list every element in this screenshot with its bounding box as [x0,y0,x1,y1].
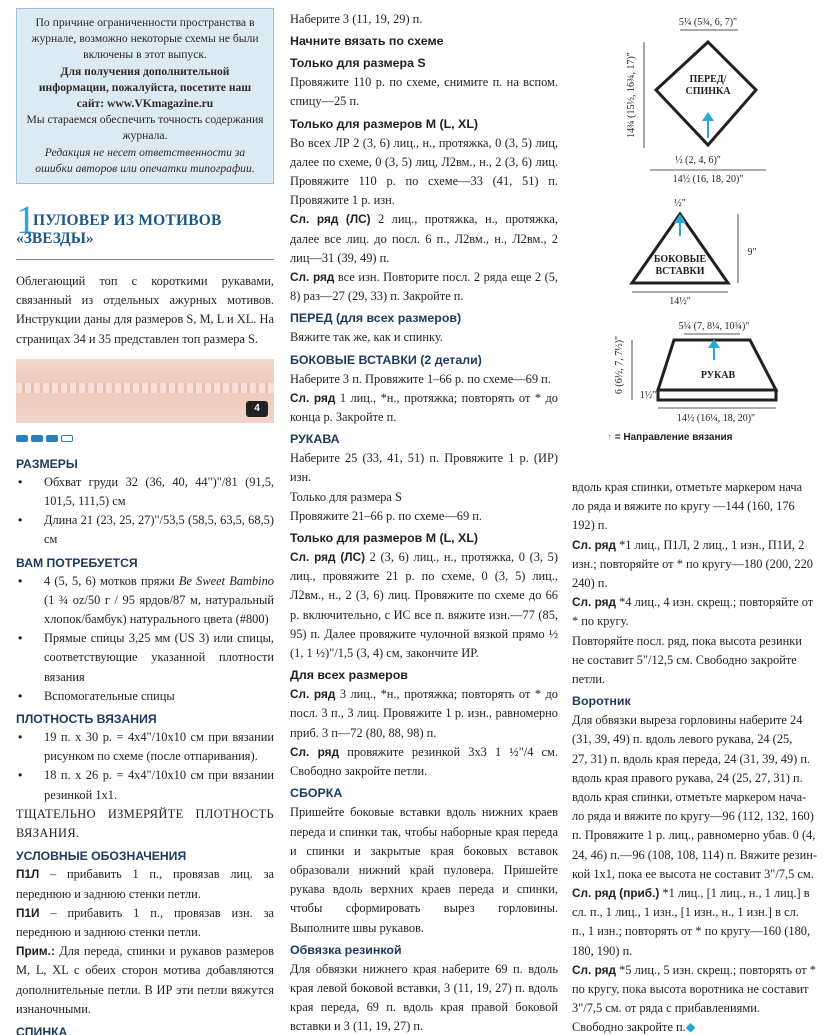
skill-dot [31,435,43,442]
schematic-diagrams [588,0,827,470]
sleeve-side-dim: 6 (6½, 7, 7½)" [614,335,625,395]
insert-label: БОКОВЫЕ [653,254,707,265]
sleeve-cuff-shape [658,390,776,400]
text-line: Повторяйте посл. ряд, пока высота резинки [572,633,802,648]
text: Только для размера S [290,489,402,504]
text-line: ло ряда и вяжите по кругу —144 (160, 176 [572,499,795,514]
text-line: вдоль края спинки, отметьте маркером нача- [572,790,807,805]
column-left [16,0,274,1035]
text: Наберите 25 (33, 41, 51) п. Провяжите 1 р. (ИР) изн. [290,451,558,485]
text: Наберите 3 (11, 19, 29) п. [290,12,423,26]
text: Пришейте боковые вставки вдоль нижних краев переда и спинки так, чтобы наборные края переда и спинки и закрытые края боковых вставок образовали нижний край пуловера. Пришейте рукава вдоль верхних краев переда и спинки, чтобы сформировать вырез горловины. Выполните швы рукавов. [290,805,558,935]
subheading: Только для размеров M (L, XL) [290,116,479,131]
subheading: БОКОВЫЕ ВСТАВКИ (2 детали) [290,352,482,367]
abbr-value: – прибавить 1 п., провязав изн. за переднюю и заднюю стенки петли. [16,905,274,939]
front-bottom-dim: 14½ (16, 18, 20)" [672,174,744,185]
row-key: Сл. ряд [290,270,335,285]
row-key: Сл. ряд [290,744,340,759]
sleeve-bottom-dim: 14½ (16¼, 18, 20)" [676,413,756,424]
text-line: кой 1х1, пока ее высота не составит 3"/7,5 см. [572,866,814,881]
skill-dot [46,435,58,442]
title-line-1: ПУЛОВЕР ИЗ МОТИВОВ [33,212,222,230]
row-value: провяжите резинкой 3х3 1 ½"/4 см. Свободно закройте петли. [290,744,558,779]
subheading: Для всех размеров [290,668,408,683]
row-value: 2 (3, 6) лиц., н., протяжка, 0 (3, 5) лиц., провяжите 21 р. по схеме, 0 (3, 5) лиц., Л2вм., н., 2 (3, 6) лиц. Провяжите по схеме до 66 р. включительно, с ИС все п. вяжите изн.—77 (85, 95) п. Далее провяжите чулочной вязкой прямо ½ (1, 1 ½)"/1,5 (3, 4) см, закончите ИР. [290,550,558,661]
row-key: Сл. ряд [572,962,616,977]
skill-level-indicator [16,435,274,443]
row-instruction [290,210,558,268]
row-key: Сл. ряд [290,390,336,405]
row-key: Сл. ряд [290,687,336,702]
notice-text-1: По причине ограниченности пространства в журнале, возможно некоторые схемы не были включены в этот выпуск. [31,16,259,62]
text-line: вдоль края спинки, отметьте маркером нача [572,480,803,494]
gauge-item: • 18 п. х 26 р. = 4х4"/10х10 см при вязании резинкой 1х1. [16,766,274,804]
back-label: СПИНКА [685,86,731,97]
notice-text-3: Мы стараемся обеспечить точность содержания журнала. [26,113,264,143]
text: Во всех ЛР 2 (3, 6) лиц., н., протяжка, 0 (3, 5) лиц, далее по схеме, 0 (3, 5) лиц, Л2вм., н., 2 (3, 6) лиц. Провяжите 110 р. по схеме—33 (41, 51) п. Провяжите 1 р. изн. [290,135,558,208]
text-line: 24, 46) п.—96 (108, 108, 114) п. Вяжите резин- [572,847,817,862]
legend-text: = Направление вязания [612,432,733,443]
intro-text: Облегающий топ с короткими рукавами, связанный из отдельных ажурных мотивов. Инструкции даны для размеров S, M, L и XL. На страницах 34 и 35 представлен топ размера S. [16,274,274,346]
row-key: Сл. ряд (ЛС) [290,212,371,227]
subheading: Начните вязать по схеме [290,34,444,49]
arrow-up-icon: ↑ [607,432,612,443]
text-line: ло ряда и вяжите по кругу—96 (112, 132, 160) [572,809,814,824]
row-instruction [290,685,558,743]
row-key: Сл. ряд [572,537,616,552]
subheading: Только для размеров M (L, XL) [290,531,479,546]
direction-arrow-head [702,112,714,121]
text-line: не составит 5"/12,5 см. Свободно закройте [572,652,797,667]
text-line: п. Провяжите 1 р. лиц., равномерно убав. 0 (4, [572,828,816,843]
row-value: *1 лиц., [1 лиц., н., 1 лиц.] в [659,886,810,901]
abbr-item [16,904,274,942]
row-value: *5 лиц., 5 изн. скрещ.; повторять от * [616,962,816,977]
subheading: Только для размера S [290,56,426,71]
front-small-dim: ½ (2, 4, 6)" [675,155,721,166]
yarn-photo [16,359,274,423]
insert-label: ВСТАВКИ [655,266,705,277]
gauge-heading: ПЛОТНОСТЬ ВЯЗАНИЯ [16,712,157,727]
note-value: Для переда, спинки и рукавов размеров M, L, XL с обеих сторон мотива добавляются дополнительные петли. В ИР эти петли вяжутся изнаночными. [16,944,274,1016]
final-text: Свободно закройте п. [572,1020,686,1035]
material-item [16,572,274,630]
notice-text-4: Редакция не несет ответственности за ошибки авторов или опечатки типографии. [35,145,255,175]
difficulty-badge: 4 [246,401,268,417]
text: Наберите 3 п. Провяжите 1–66 р. по схеме—69 п. [290,371,551,386]
subheading: Обвязка резинкой [290,942,402,957]
title-rule [16,259,274,260]
text-line: Для обвязки выреза горловины наберите 24 [572,713,803,728]
materials-heading: ВАМ ПОТРЕБУЕТСЯ [16,555,138,570]
text-line: 240) п. [572,576,608,591]
material-item: • Вспомогательные спицы [16,687,274,706]
skill-dot-empty [61,435,73,442]
row-value: *1 лиц., П1Л, 2 лиц., 1 изн., П1И, 2 [616,537,805,552]
sleeve-top-dim: 5¼ (7, 8¼, 10¾)" [678,321,750,332]
row-key: Сл. ряд [572,595,616,610]
insert-top-dim: ½" [674,198,686,209]
size-item: • Обхват груди 32 (36, 40, 44")"/81 (91,5, 101,5, 111,5) см [16,473,274,511]
note-key: Прим.: [16,944,55,959]
text-line: 192) п. [572,518,608,533]
row-value: 2 лиц., протяжка, н., протяжка, далее все лиц. до посл. 6 п., Л2вм., н., Л2вм., 2 лиц—31 (39, 49) п. [290,212,559,265]
subheading: СБОРКА [290,786,343,801]
title-line-2: «ЗВЕЗДЫ» [16,230,94,248]
material-text: 4 (5, 5, 6) мотков пряжи [44,573,179,588]
note [16,942,274,1019]
text-line: изн.; повторяйте от * по кругу—180 (200, 220 [572,556,813,571]
row-value: все изн. Повторите посл. 2 ряда еще 2 (5, 8) раз—27 (29, 33) п. Закройте п. [290,270,558,304]
title-number: 1 [16,197,36,243]
row-instruction [290,268,558,306]
sleeve-cuff-dim: 1½" [639,390,657,401]
text-line: 180, 190) п. [572,943,633,958]
yarn-name: Be Sweet Bambino [178,573,275,588]
size-item: • Длина 21 (23, 25, 27)"/53,5 (58,5, 63,5, 68,5) см [16,511,274,549]
notice-text-2: Для получения дополнительной информации, пожалуйста, посетите наш сайт: www.VKmagazine.ru [38,64,252,111]
schematic-svg [588,0,827,430]
abbr-heading: УСЛОВНЫЕ ОБОЗНАЧЕНИЯ [16,849,187,864]
sleeve-label: РУКАВ [700,370,736,381]
insert-bottom-dim: 14½" [669,296,691,307]
row-instruction [572,884,827,903]
abbr-key: П1И [16,905,40,920]
text: Вяжите так же, как и спинку. [290,330,443,345]
text-line: вдоль края правого рукава, 24 (25, 27, 31) п. [572,770,803,785]
text-line: по кругу, пока высота воротника не составит [572,982,809,997]
end-mark-icon: ◆ [685,1020,696,1035]
article-title [16,197,274,260]
diagram-legend [607,432,733,443]
column-middle [290,10,558,1035]
text-line: (31, 39, 49) п. вдоль левого рукава, 24 (25, [572,732,793,747]
column-right [572,478,827,1035]
sizes-heading: РАЗМЕРЫ [16,456,78,471]
text-line: петли. [572,672,606,687]
photo-seam [16,383,274,393]
text-line [572,1018,827,1035]
row-value: 1 лиц., *н., протяжка; повторять от * до конца р. Закройте п. [290,390,558,425]
text-line: сл. п., 1 лиц., 1 изн., [1 изн., н., 1 изн.] в сл. [572,905,799,920]
text-line: 3"/7,5 см. от ряда с прибавлениями. [572,1001,760,1016]
material-item: • Прямые спицы 3,25 мм (US 3) или спицы, соответствующие указанной плотности вязания [16,629,274,687]
row-instruction [572,593,827,612]
insert-side-dim: 9" [747,247,757,258]
row-instruction [290,389,558,427]
material-text: (1 ¾ oz/50 г / 95 ярдов/87 м, натуральный хлопок/бамбук) натурального цвета (#800) [44,592,274,627]
row-key: Сл. ряд (ЛС) [290,550,366,565]
gauge-item: • 19 п. х 30 р. = 4х4"/10х10 см при вязании рисунком по схеме (после отпаривания). [16,728,274,766]
row-instruction [290,548,558,663]
skill-dot [16,435,28,442]
text-line: * по кругу. [572,614,629,629]
text: Для обвязки нижнего края наберите 69 п. вдоль края левой боковой вставки, 3 (11, 19, 27) п. вдоль края переда, 69 п. вдоль края правой боковой вставки и 3 (11, 19, 27) п. [290,961,558,1034]
abbr-value: – прибавить 1 п., провязав лиц. за переднюю и заднюю стенки петли. [16,867,274,901]
row-instruction [572,961,827,980]
front-label: ПЕРЕД/ [689,74,727,85]
row-instruction [290,743,558,781]
text-line: п., 1 изн.; повторять от * по кругу—160 (180, [572,924,811,939]
front-side-dim: 14¾ (15½, 16¾, 17)" [626,52,637,138]
subheading: РУКАВА [290,432,340,447]
text: Провяжите 110 р. по схеме, снимите п. на вспом. спицу—25 п. [290,75,558,109]
row-key: Сл. ряд (приб.) [572,886,660,901]
back-heading: СПИНКА [16,1024,68,1035]
abbr-key: П1Л [16,867,40,882]
notice-box [16,8,274,184]
text-line: 27, 31) п. вдоль края переда, 24 (31, 39, 49) п. [572,751,811,766]
row-value: 3 лиц., *н., протяжка; повторять от * до посл. 3 п., 3 лиц. Провяжите 1 р. изн., равномерно приб. 3 п—72 (80, 88, 98) п. [290,687,558,740]
front-top-dim: 5¼ (5¾, 6, 7)" [678,17,738,28]
abbr-item [16,865,274,903]
subheading: ПЕРЕД (для всех размеров) [290,311,462,326]
row-instruction [572,536,827,555]
row-value: *4 лиц., 4 изн. скрещ.; повторяйте от [616,595,814,610]
collar-heading: Воротник [572,694,631,709]
text: Провяжите 21–66 р. по схеме—69 п. [290,508,482,523]
gauge-check: ТЩАТЕЛЬНО ИЗМЕРЯЙТЕ ПЛОТНОСТЬ ВЯЗАНИЯ. [16,806,274,841]
